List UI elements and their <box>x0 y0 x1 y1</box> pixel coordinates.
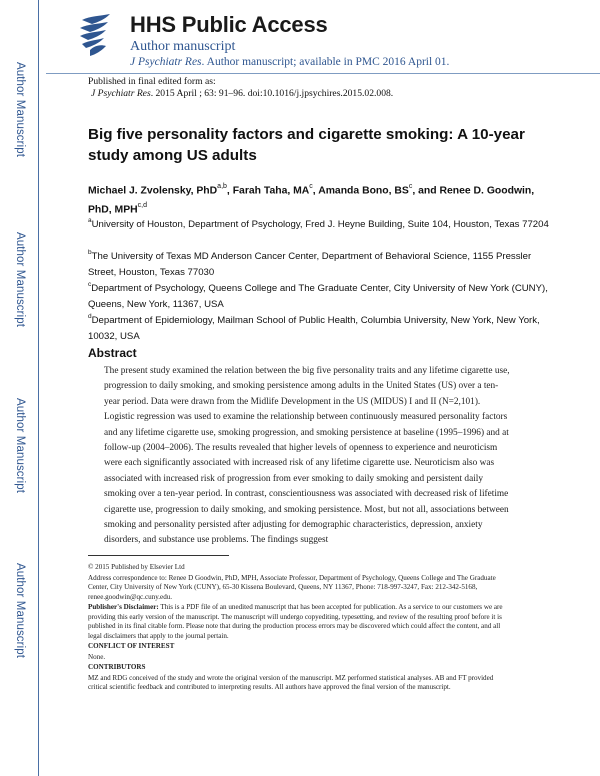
affiliation <box>88 214 558 233</box>
sidebar-divider <box>38 0 39 776</box>
publisher-disclaimer <box>88 603 512 641</box>
author-affiliation-marker: c <box>408 183 413 190</box>
author-name: Amanda Bono, BS <box>318 185 409 197</box>
author-manuscript-sidebar <box>0 0 44 776</box>
author-affiliation-marker: c,d <box>137 201 147 209</box>
author-name: Renee D. Goodwin, PhD, MPH <box>88 185 535 216</box>
sidebar-label: Author Manuscript <box>14 232 26 328</box>
contributors-text: MZ and RDG conceived of the study and wrote the original version of the manuscript. MZ performed statistical analyses. AB and FT provided critical scientific feedback and contributed to interpreting results. All authors have approved the final version of the manuscript. <box>88 673 494 691</box>
author-affiliation-marker: c <box>309 183 313 190</box>
header-journal: J Psychiatr Res <box>130 56 202 68</box>
affiliation-marker: b <box>88 249 92 256</box>
correspondence-address: Address correspondence to: Renee D Goodwin, PhD, MPH, Associate Professor, Department of Psychology, Queens College and The Graduate Center, City University of New York (CUNY), 65-30 Kissena Boulevard, Queens, NY 11367, Phone: 718-997-3247, Fax: 212-342-5168, renee.goodwin@qc.cuny.edu. <box>88 573 496 601</box>
sidebar-label: Author Manuscript <box>14 62 26 158</box>
contributors-heading: CONTRIBUTORS <box>88 663 146 671</box>
affiliation-marker: c <box>88 281 92 288</box>
publication-citation <box>91 88 393 99</box>
affiliation <box>88 278 558 312</box>
header-availability: . Author manuscript; available in PMC 2016 April 01. <box>201 56 450 68</box>
footnotes <box>88 563 512 694</box>
author-list <box>88 180 558 218</box>
abstract-body: The present study examined the relation between the big five personality traits and any lifetime cigarette use, progression to daily smoking, and smoking persistence among adults in the United States (US) over a ten-year period. Data were drawn from the Midlife Development in the US (MIDUS) I and II (N=2,101). Logistic regression was used to examine the relationship between continuously measured personality factors and any lifetime cigarette use, smoking progression, and smoking persistence at baseline (1995–1996) and at follow-up (2004–2006). The results revealed that higher levels of openness to experience and neuroticism were each significantly associated with increased risk of any lifetime cigarette use. Neuroticism also was associated with increased risk of progression from ever smoking to daily smoking and persistent daily smoking over a ten-year period. In contrast, conscientiousness was associated with decreased risk of lifetime cigarette use, progression to daily smoking, and smoking persistence. Most, but not all, associations between smoking and personality persisted after adjusting for demographic characteristics, depression, anxiety disorders, and substance use problems. The findings suggest <box>104 366 510 546</box>
affiliation-text: The University of Texas MD Anderson Cancer Center, Department of Behavioral Science, 1155 Pressler Street, Houston, Texas 77030 <box>88 251 532 278</box>
header-divider <box>46 73 600 74</box>
author-name: Farah Taha, MA <box>232 185 310 197</box>
publication-journal: J Psychiatr Res <box>91 88 151 99</box>
footnote-divider <box>88 555 229 556</box>
author-separator: , <box>312 185 319 197</box>
affiliation-marker: d <box>88 313 92 320</box>
disclaimer-text: This is a PDF file of an unedited manuscript that has been accepted for publication. As a service to our customers we are providing this early version of the manuscript. The manuscript will undergo copyediting, typesetting, and review of the resulting proof before it is published in its final citable form. Please note that during the production process errors may be discovered which could affect the content, and all legal disclaimers that apply to the journal pertain. <box>88 603 503 640</box>
author-name: Michael J. Zvolensky, PhD <box>88 185 218 197</box>
author-manuscript-subtitle: Author manuscript <box>130 39 236 54</box>
sidebar-label: Author Manuscript <box>14 563 26 659</box>
copyright-notice: © 2015 Published by Elsevier Ltd <box>88 563 185 571</box>
author-affiliation-marker: a,b <box>217 183 227 190</box>
affiliation-marker: a <box>88 217 92 224</box>
affiliation <box>88 310 558 344</box>
abstract-heading: Abstract <box>88 346 137 360</box>
article-title: Big five personality factors and cigarette smoking: A 10-year study among US adults <box>88 126 525 164</box>
affiliation-text: University of Houston, Department of Psychology, Fred J. Heyne Building, Suite 104, Houston, Texas 77204 <box>91 219 549 231</box>
hhs-eagle-logo-icon <box>76 12 116 58</box>
published-form-label: Published in final edited form as: <box>88 76 216 87</box>
author-separator: , and <box>412 185 440 197</box>
publication-details: . 2015 April ; 63: 91–96. doi:10.1016/j.jpsychires.2015.02.008. <box>150 88 394 99</box>
author-separator: , <box>226 185 233 197</box>
sidebar-label: Author Manuscript <box>14 398 26 494</box>
disclaimer-label: Publisher's Disclaimer: <box>88 603 159 611</box>
header-citation <box>130 56 449 68</box>
affiliation <box>88 246 558 280</box>
affiliation-text: Department of Psychology, Queens College and The Graduate Center, City University of New York (CUNY), Queens, New York, 11367, USA <box>88 283 548 310</box>
hhs-public-access-title: HHS Public Access <box>130 12 328 37</box>
affiliation-text: Department of Epidemiology, Mailman School of Public Health, Columbia University, New York, New York, 10032, USA <box>88 315 540 342</box>
conflict-heading: CONFLICT OF INTEREST <box>88 642 175 650</box>
conflict-text: None. <box>88 652 106 661</box>
